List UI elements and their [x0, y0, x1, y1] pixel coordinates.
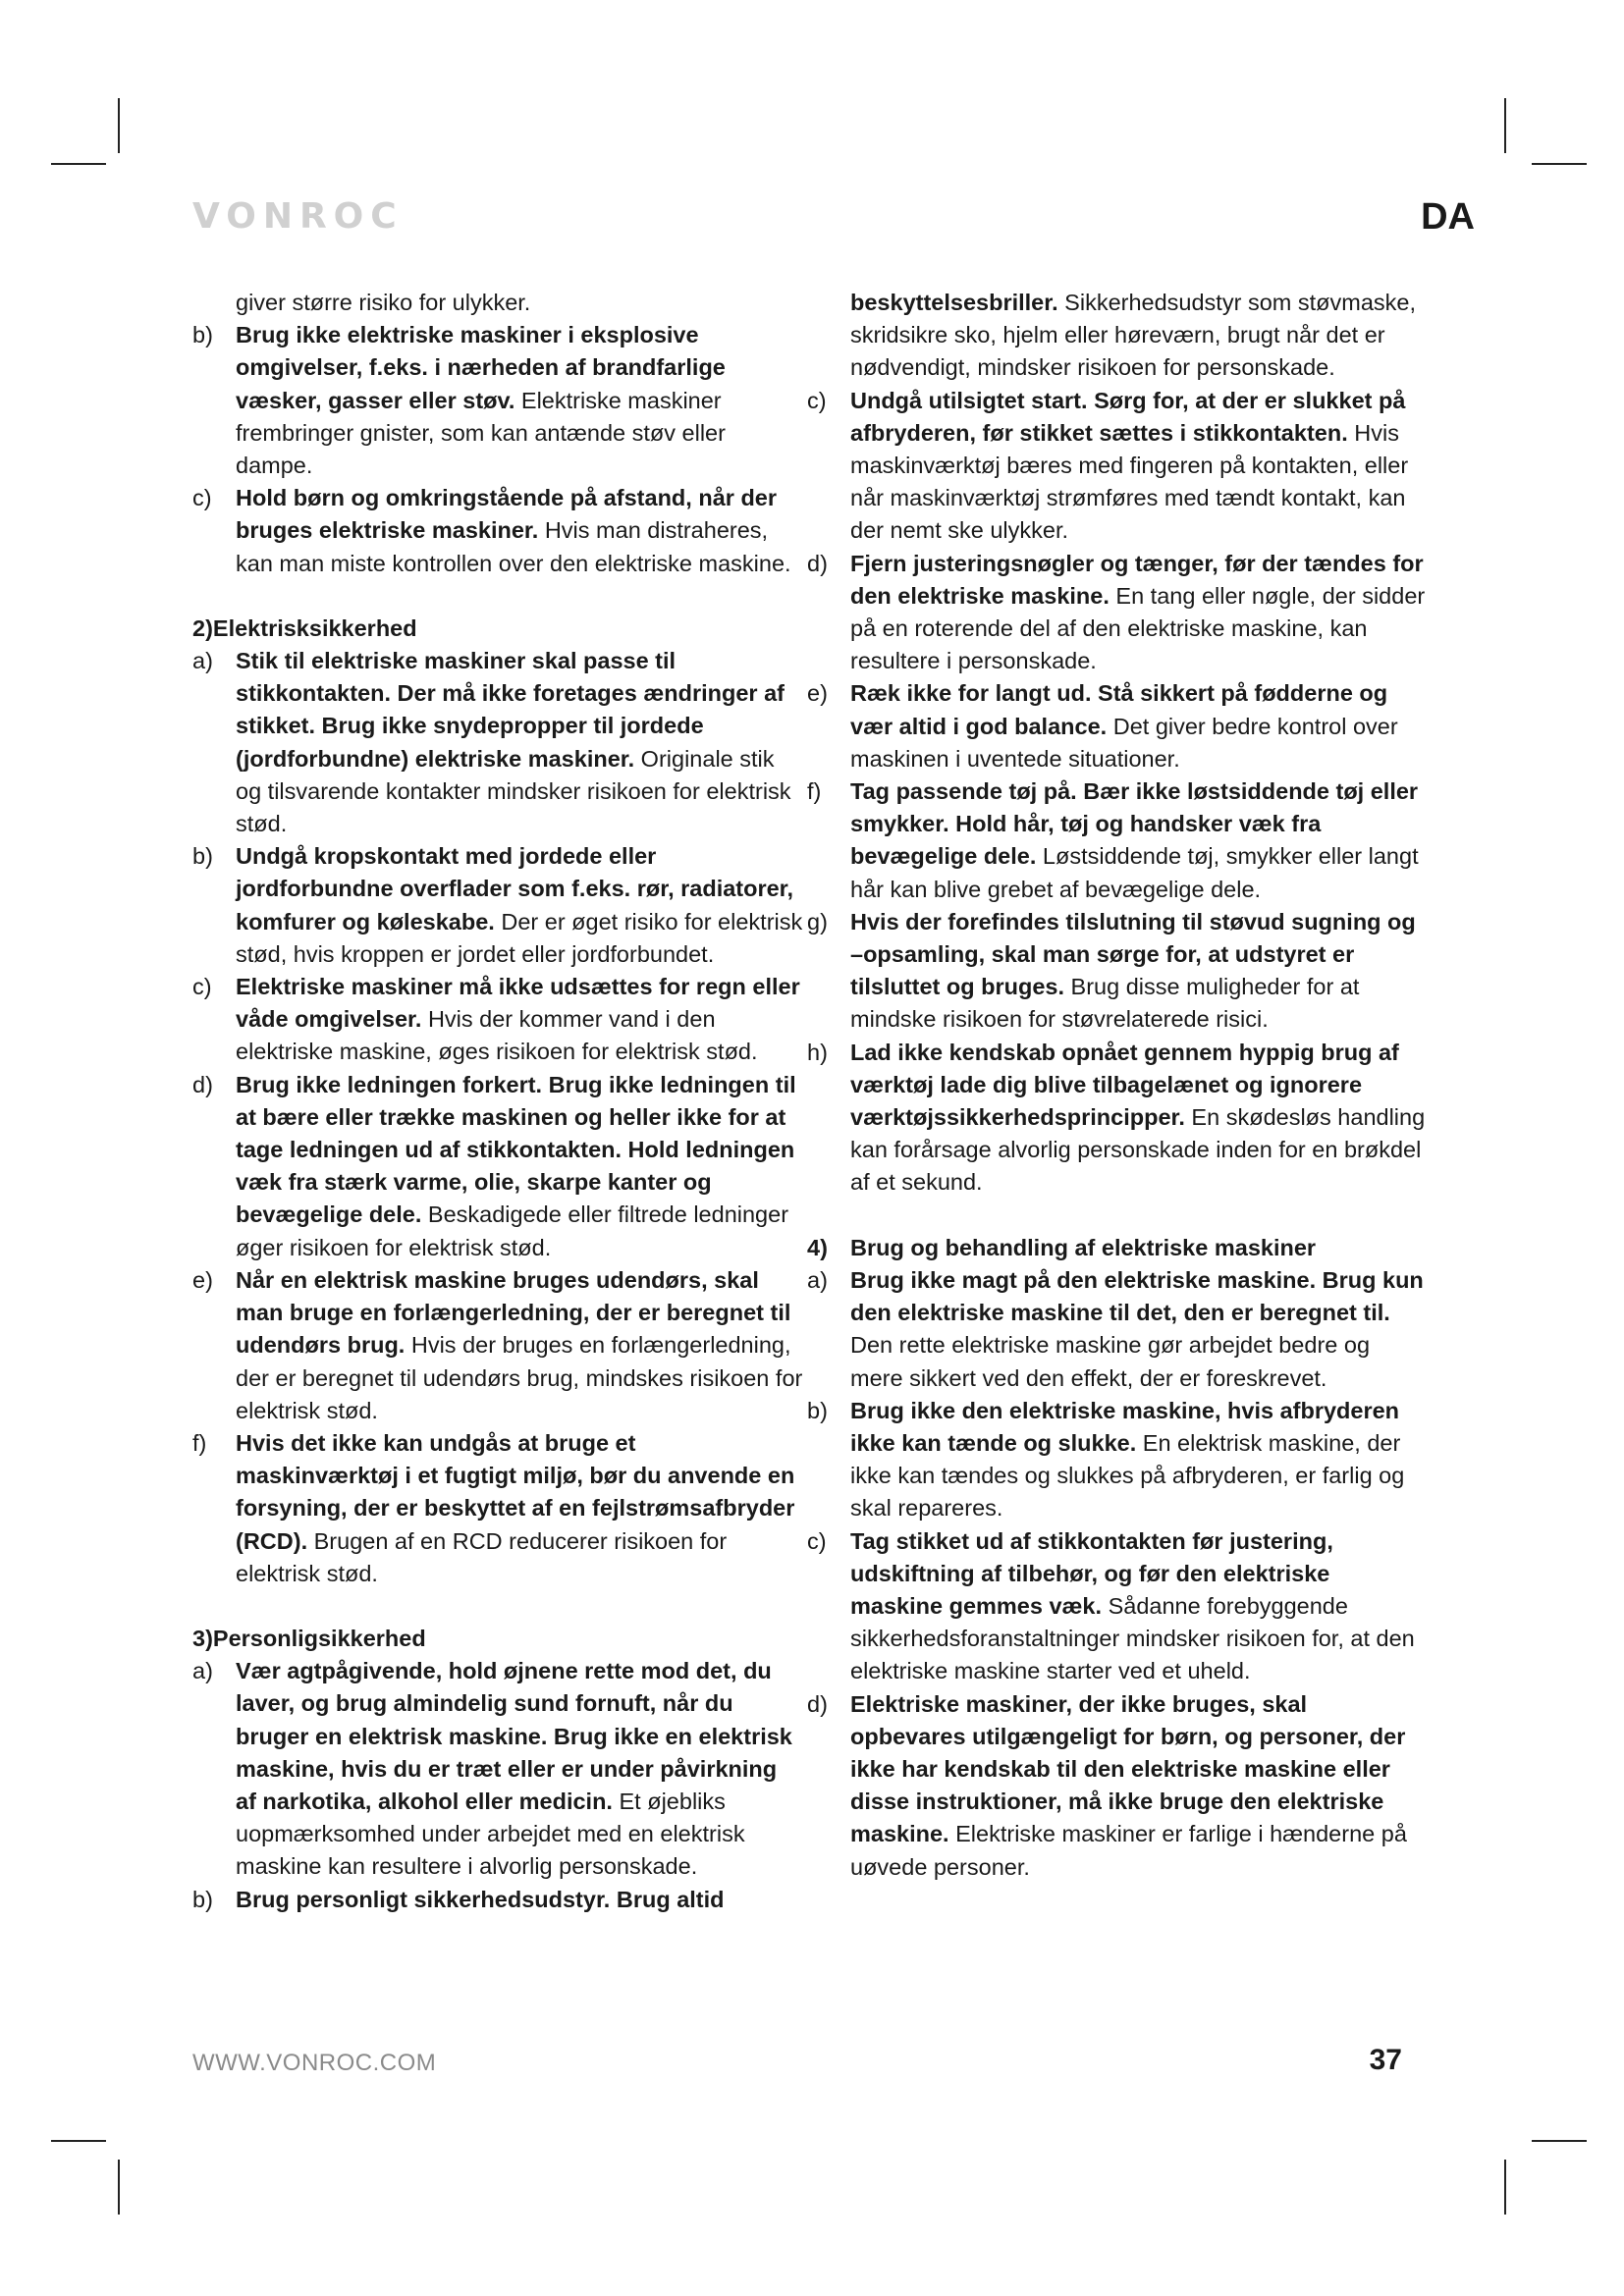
item-text: Hvis det ikke kan undgås at bruge et maskinværktøj i et fugtigt miljø, bør du anvende en forsyning, der er beskyttet af en fejlstrømsafbryder (RCD). Brugen af en RCD reducerer risikoen for elektrisk stød.: [236, 1429, 795, 1586]
section3-continuation: beskyttelsesbriller. Sikkerhedsudstyr som støvmaske, skridsikre sko, hjelm eller høreværn, brugt når det er nødvendigt, mindsker risikoen for personskade.: [850, 290, 1416, 381]
item-text: Undgå kropskontakt med jordede eller jordforbundne overflader som f.eks. rør, radiatorer, komfurer og køleskabe. Der er øget risiko for elektrisk stød, hvis kroppen er jordet eller jordforbundet.: [236, 843, 803, 967]
item-text: Ræk ikke for langt ud. Stå sikkert på fødderne og vær altid i god balance. Det giver bedre kontrol over maskinen i uventede situationer.: [850, 680, 1398, 772]
list-item: [807, 1688, 1428, 1884]
list-item: [192, 1884, 803, 1916]
item-label: b): [807, 1397, 828, 1423]
page-number: 37: [1369, 2044, 1402, 2076]
list-item: [807, 1264, 1428, 1395]
item-text: Vær agtpågivende, hold øjnene rette mod det, du laver, og brug almindelig sund fornuft, når du bruger en elektrisk maskine. Brug ikke en elektrisk maskine, hvis du er træt eller er under påvirkning af narkotika, alkohol eller medicin. Et øjebliks uopmærksomhed under arbejdet med en elektrisk maskine kan resultere i alvorlig personskade.: [236, 1658, 792, 1880]
list-item: [807, 548, 1428, 678]
section3-list-continued: [807, 385, 1428, 1200]
item-text: Hold børn og omkringstående på afstand, når der bruges elektriske maskiner. Hvis man distraheres, kan man miste kontrollen over den elektriske maskine.: [236, 485, 791, 576]
section-heading: [807, 1232, 1428, 1264]
section1-list: [192, 319, 803, 580]
item-label: a): [807, 1266, 828, 1293]
item-label: f): [192, 1429, 207, 1456]
item-text: Elektriske maskiner, der ikke bruges, skal opbevares utilgængeligt for børn, og personer, der ikke har kendskab til den elektriske maskine eller disse instruktioner, må ikke bruge den elektriske maskine. Elektriske maskiner er farlige i hænderne på uøvede personer.: [850, 1690, 1407, 1880]
item-text: Undgå utilsigtet start. Sørg for, at der er slukket på afbryderen, før stikket sættes i stikkontakten. Hvis maskinværktøj bæres med fingeren på kontakten, eller når maskinværktøj strømføres med tændt kontakt, kan der nemt ske ulykker.: [850, 387, 1409, 544]
item-label: f): [807, 778, 822, 805]
list-item: [192, 971, 803, 1069]
section3-list: [192, 1655, 803, 1916]
list-item: [192, 1655, 803, 1883]
item-text: Stik til elektriske maskiner skal passe til stikkontakten. Der må ikke foretages ændringer af stikket. Brug ikke snydepropper til jordede (jordforbundne) elektriske maskiner. Originale stik og tilsvarende kontakter mindsker risikoen for elektrisk stød.: [236, 648, 791, 837]
right-column: [807, 287, 1428, 1884]
item-label: g): [807, 908, 828, 934]
crop-mark-top-right-vertical: [1504, 98, 1506, 153]
crop-mark-bottom-right-horizontal: [1532, 2140, 1587, 2142]
item-label: a): [192, 648, 213, 674]
list-item: [192, 1264, 803, 1427]
list-item: [192, 319, 803, 482]
item-label: b): [192, 322, 213, 348]
section-heading: 2)Elektrisksikkerhed: [192, 614, 417, 641]
item-label: c): [192, 485, 212, 511]
item-label: d): [807, 550, 828, 576]
crop-mark-top-left-horizontal: [51, 163, 106, 165]
item-text: Brug ikke den elektriske maskine, hvis afbryderen ikke kan tænde og slukke. En elektrisk maskine, der ikke kan tændes og slukkes på afbryderen, er farlig og skal repareres.: [850, 1397, 1405, 1522]
list-item: [807, 1395, 1428, 1525]
crop-mark-bottom-left-vertical: [118, 2160, 120, 2215]
section4-list: [807, 1264, 1428, 1884]
item-label: e): [807, 680, 828, 707]
item-label: c): [807, 387, 827, 413]
intro-continuation: giver større risiko for ulykker.: [236, 290, 531, 315]
language-code: DA: [1421, 196, 1475, 238]
item-label: c): [807, 1527, 827, 1554]
section2-list: [192, 645, 803, 1590]
item-label: h): [807, 1039, 828, 1065]
list-item: [807, 385, 1428, 548]
item-text: Tag passende tøj på. Bær ikke løstsiddende tøj eller smykker. Hold hår, tøj og handsker væk fra bevægelige dele. Løstsiddende tøj, smykker eller langt hår kan blive grebet af bevægelige dele.: [850, 778, 1419, 902]
section-number: 4): [807, 1234, 828, 1260]
item-label: a): [192, 1658, 213, 1684]
crop-mark-bottom-right-vertical: [1504, 2160, 1506, 2215]
item-label: b): [192, 1886, 213, 1912]
item-text: Brug ikke ledningen forkert. Brug ikke ledningen til at bære eller trække maskinen og heller ikke for at tage ledningen ud af stikkontakten. Hold ledningen væk fra stærk varme, olie, skarpe kanter og bevægelige dele. Beskadigede eller filtrede ledninger øger risikoen for elektrisk stød.: [236, 1071, 796, 1260]
crop-mark-top-left-vertical: [118, 98, 120, 153]
item-text: Tag stikket ud af stikkontakten før justering, udskiftning af tilbehør, og før den elektriske maskine gemmes væk. Sådanne forebyggende sikkerhedsforanstaltninger mindsker risikoen for, at den elektriske maskine starter ved et uheld.: [850, 1527, 1415, 1684]
item-text: Hvis der forefindes tilslutning til støvud sugning og –opsamling, skal man sørge for, at udstyret er tilsluttet og bruges. Brug disse muligheder for at mindske risikoen for støvrelaterede risici.: [850, 908, 1416, 1033]
website-url: WWW.VONROC.COM: [192, 2050, 437, 2076]
crop-mark-top-right-horizontal: [1532, 163, 1587, 165]
list-item: [807, 677, 1428, 775]
item-text: Brug ikke magt på den elektriske maskine. Brug kun den elektriske maskine til det, den er beregnet til. Den rette elektriske maskine gør arbejdet bedre og mere sikkert ved den effekt, der er foreskrevet.: [850, 1266, 1424, 1391]
item-text: Elektriske maskiner må ikke udsættes for regn eller våde omgivelser. Hvis der kommer vand i den elektriske maskine, øges risikoen for elektrisk stød.: [236, 974, 800, 1065]
list-item: [192, 840, 803, 971]
list-item: [807, 906, 1428, 1037]
crop-mark-bottom-left-horizontal: [51, 2140, 106, 2142]
section-heading: 3)Personligsikkerhed: [192, 1625, 426, 1651]
list-item: [192, 1069, 803, 1264]
list-item: [807, 775, 1428, 906]
brand-logo: VONROC: [192, 196, 404, 237]
list-item: [807, 1525, 1428, 1688]
list-item: [192, 1427, 803, 1590]
item-text: Fjern justeringsnøgler og tænger, før der tændes for den elektriske maskine. En tang eller nøgle, der sidder på en roterende del af den elektriske maskine, kan resultere i personskade.: [850, 550, 1426, 674]
item-text: Lad ikke kendskab opnået gennem hyppig brug af værktøj lade dig blive tilbagelænet og ignorere værktøjssikkerhedsprincipper. En skødesløs handling kan forårsage alvorlig personskade inden for en brøkdel af et sekund.: [850, 1039, 1426, 1196]
item-text: Når en elektrisk maskine bruges udendørs, skal man bruge en forlængerledning, der er beregnet til udendørs brug. Hvis der bruges en forlængerledning, der er beregnet til udendørs brug, mindskes risikoen for elektrisk stød.: [236, 1266, 803, 1423]
list-item: [807, 1037, 1428, 1200]
item-text: Brug personligt sikkerhedsudstyr. Brug altid: [236, 1886, 725, 1912]
list-item: [192, 482, 803, 580]
item-label: d): [192, 1071, 213, 1097]
item-label: d): [807, 1690, 828, 1717]
item-text: Brug ikke elektriske maskiner i eksplosive omgivelser, f.eks. i nærheden af brandfarlige væsker, gasser eller støv. Elektriske maskiner frembringer gnister, som kan antænde støv eller dampe.: [236, 322, 726, 479]
list-item: [192, 645, 803, 840]
left-column: [192, 287, 803, 1916]
item-label: e): [192, 1266, 213, 1293]
item-label: b): [192, 843, 213, 870]
section-title: Brug og behandling af elektriske maskiner: [850, 1234, 1317, 1260]
item-label: c): [192, 974, 212, 1000]
